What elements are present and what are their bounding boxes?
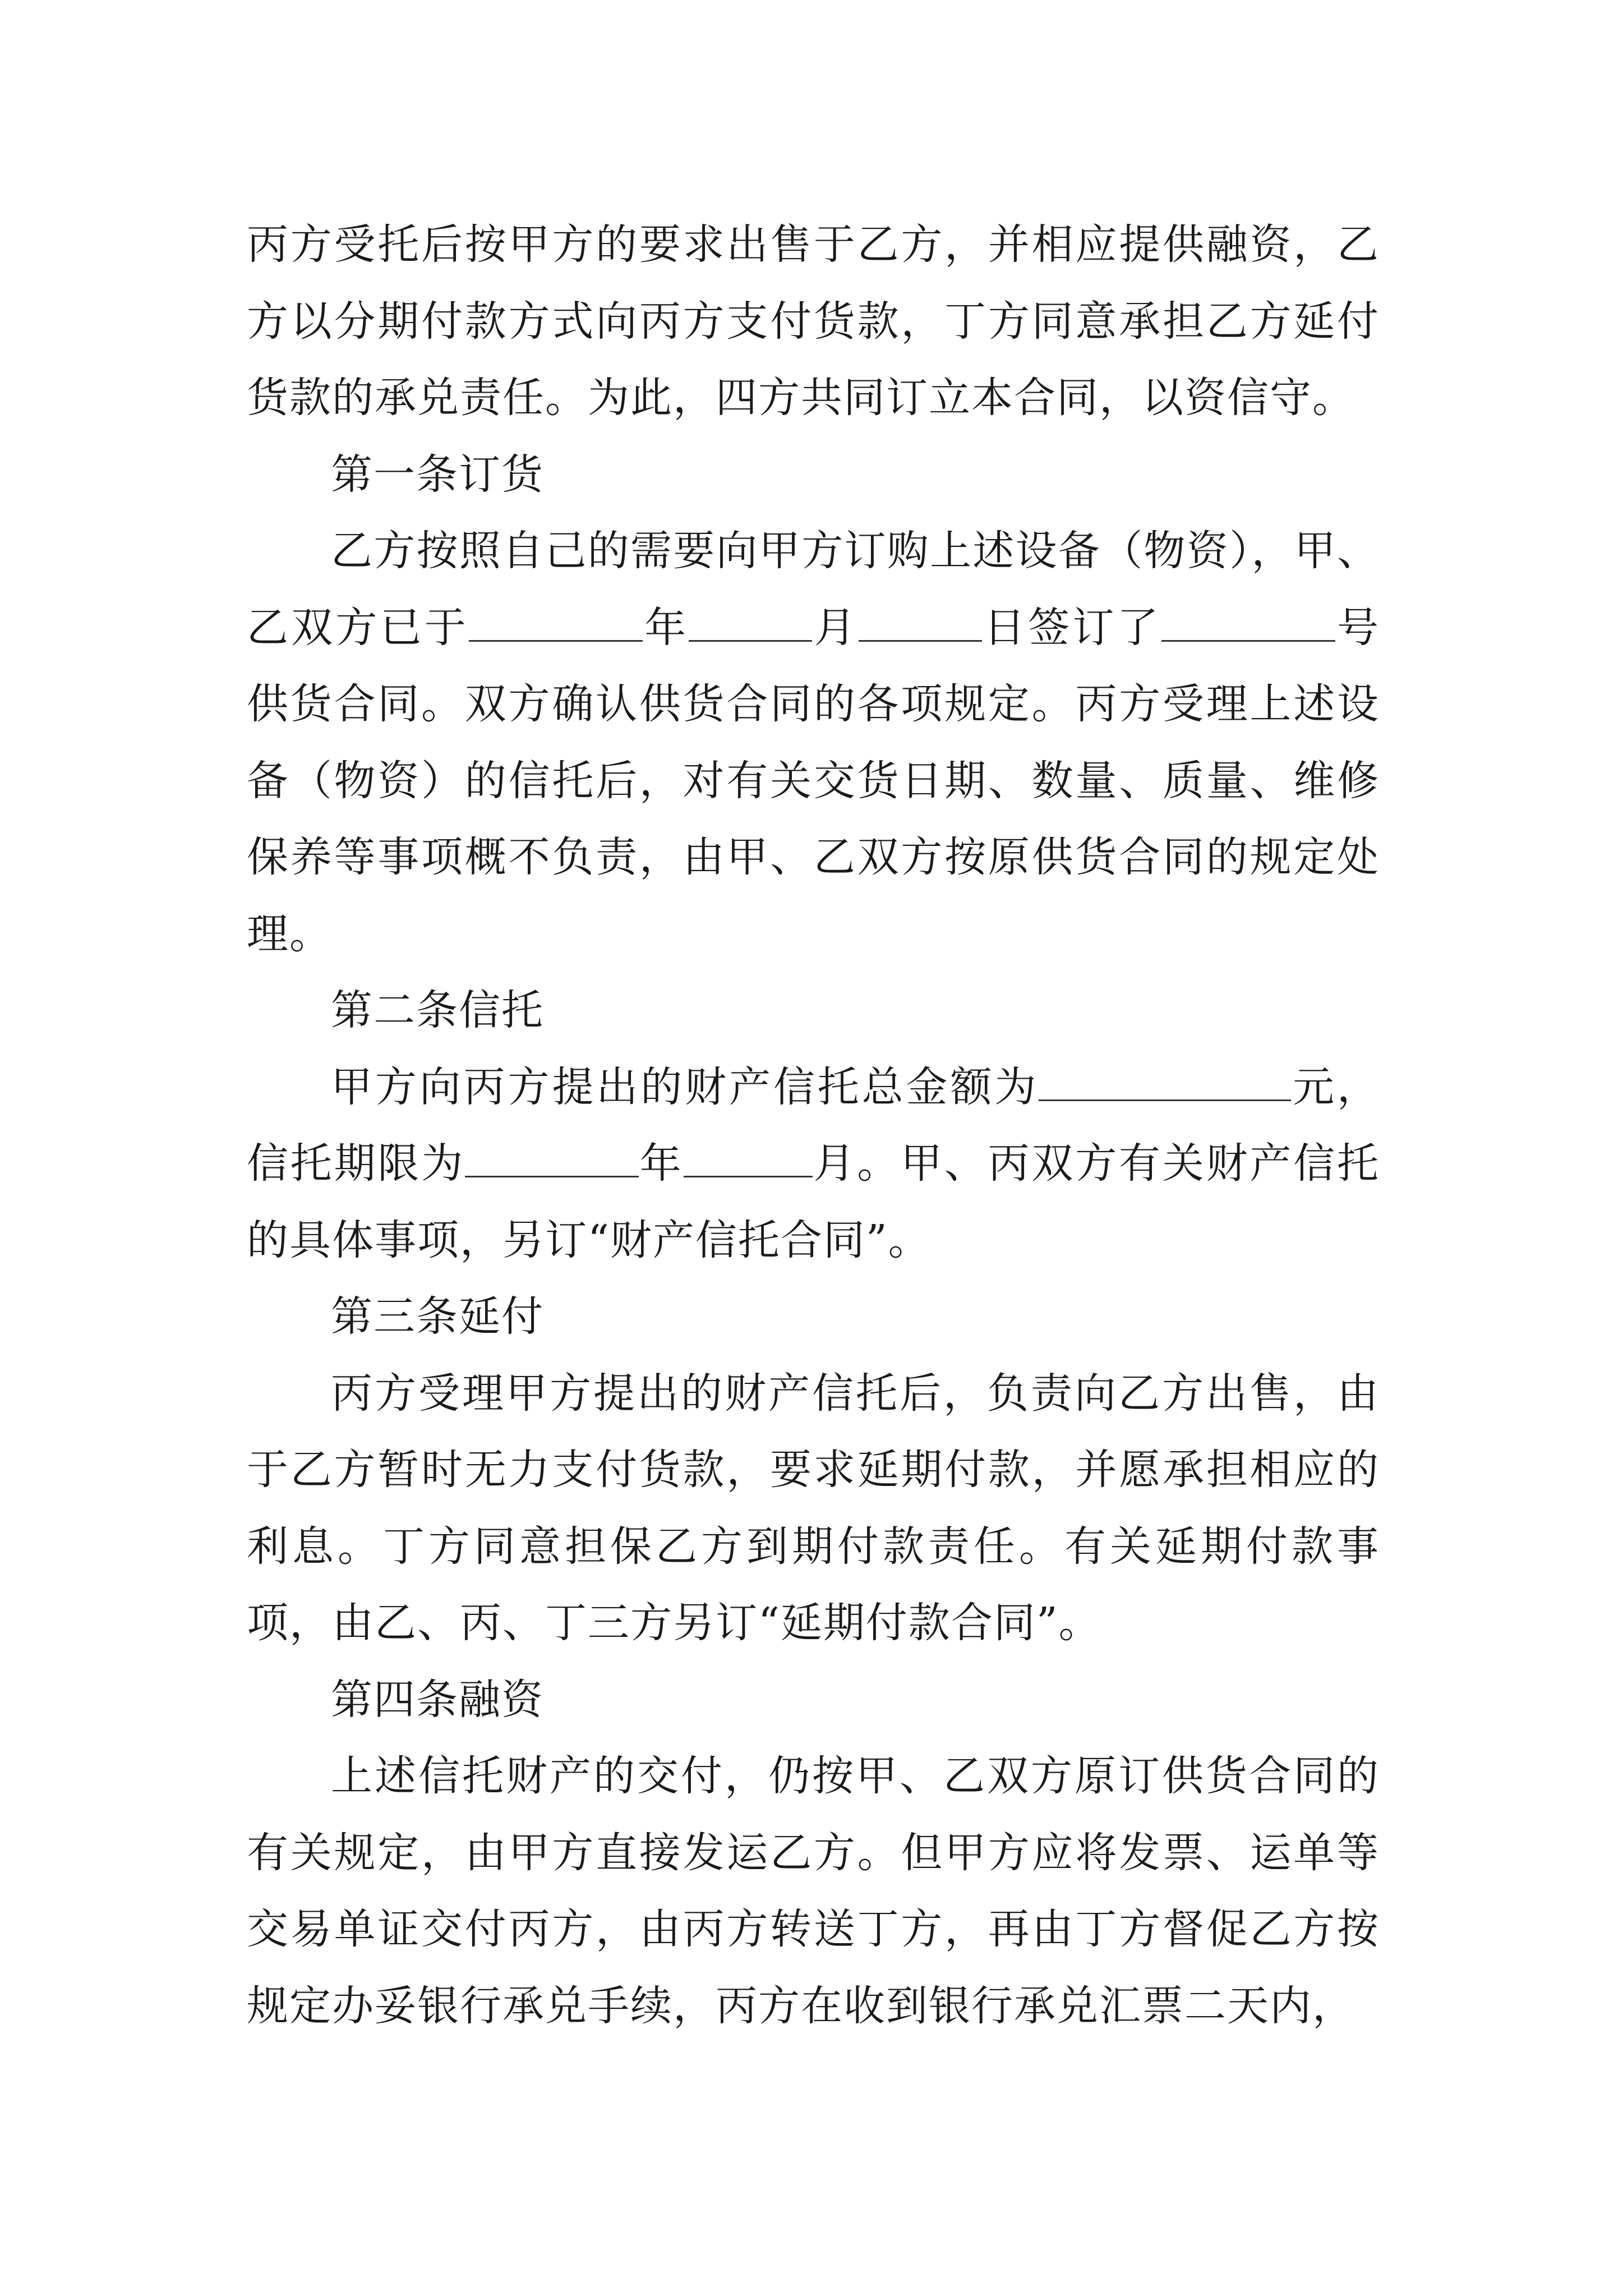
contract-body xyxy=(247,206,1380,2044)
month-unit: 月 xyxy=(812,603,859,652)
article-3-heading: 第三条延付 xyxy=(331,1292,544,1341)
article-1-text-b: 日签订了 xyxy=(981,603,1161,652)
term-year-unit: 年 xyxy=(639,1139,684,1188)
contract-number-blank[interactable] xyxy=(1161,602,1335,642)
article-2-text-a: 甲方向丙方提出的财产信托总金额为 xyxy=(331,1062,1039,1111)
term-month-blank[interactable] xyxy=(684,1138,813,1177)
article-4-heading: 第四条融资 xyxy=(331,1675,544,1724)
article-2-body xyxy=(247,1049,1380,1279)
article-2-text-c: 月。甲、丙双方有关财产信托的具体事项，另订“财产信托合同”。 xyxy=(247,1139,1380,1264)
article-2-heading: 第二条信托 xyxy=(331,986,544,1034)
article-1-body xyxy=(247,513,1380,972)
article-1-text-c: 号供货合同。双方确认供货合同的各项规定。丙方受理上述设备（物资）的信托后，对有关交货日期、数量、质量、维修保养等事项概不负责，由甲、乙双方按原供货合同的规定处理。 xyxy=(247,603,1380,958)
article-2-text-b: 元，信托期限为 xyxy=(247,1062,1380,1188)
article-1-heading: 第一条订货 xyxy=(331,450,544,499)
article-4-body: 上述信托财产的交付，仍按甲、乙双方原订供货合同的有关规定，由甲方直接发运乙方。但甲方应将发票、运单等交易单证交付丙方，由丙方转送丁方，再由丁方督促乙方按规定办妥银行承兑手续，丙方在收到银行承兑汇票二天内， xyxy=(247,1752,1380,2030)
term-year-blank[interactable] xyxy=(465,1138,639,1177)
intro-text: 丙方受托后按甲方的要求出售于乙方，并相应提供融资，乙方以分期付款方式向丙方支付货款，丁方同意承担乙方延付货款的承兑责任。为此，四方共同订立本合同，以资信守。 xyxy=(247,220,1380,422)
year-blank[interactable] xyxy=(469,602,643,642)
intro-paragraph xyxy=(247,206,1380,436)
amount-blank[interactable] xyxy=(1039,1062,1291,1101)
article-1-text-a: 乙方按照自己的需要向甲方订购上述设备（物资），甲、乙双方已于 xyxy=(247,527,1380,652)
day-blank[interactable] xyxy=(859,602,982,642)
month-blank[interactable] xyxy=(689,602,812,642)
year-unit: 年 xyxy=(643,603,689,652)
article-3-body: 丙方受理甲方提出的财产信托后，负责向乙方出售，由于乙方暂时无力支付货款，要求延期付款，并愿承担相应的利息。丁方同意担保乙方到期付款责任。有关延期付款事项，由乙、丙、丁三方另订“延期付款合同”。 xyxy=(247,1369,1380,1647)
